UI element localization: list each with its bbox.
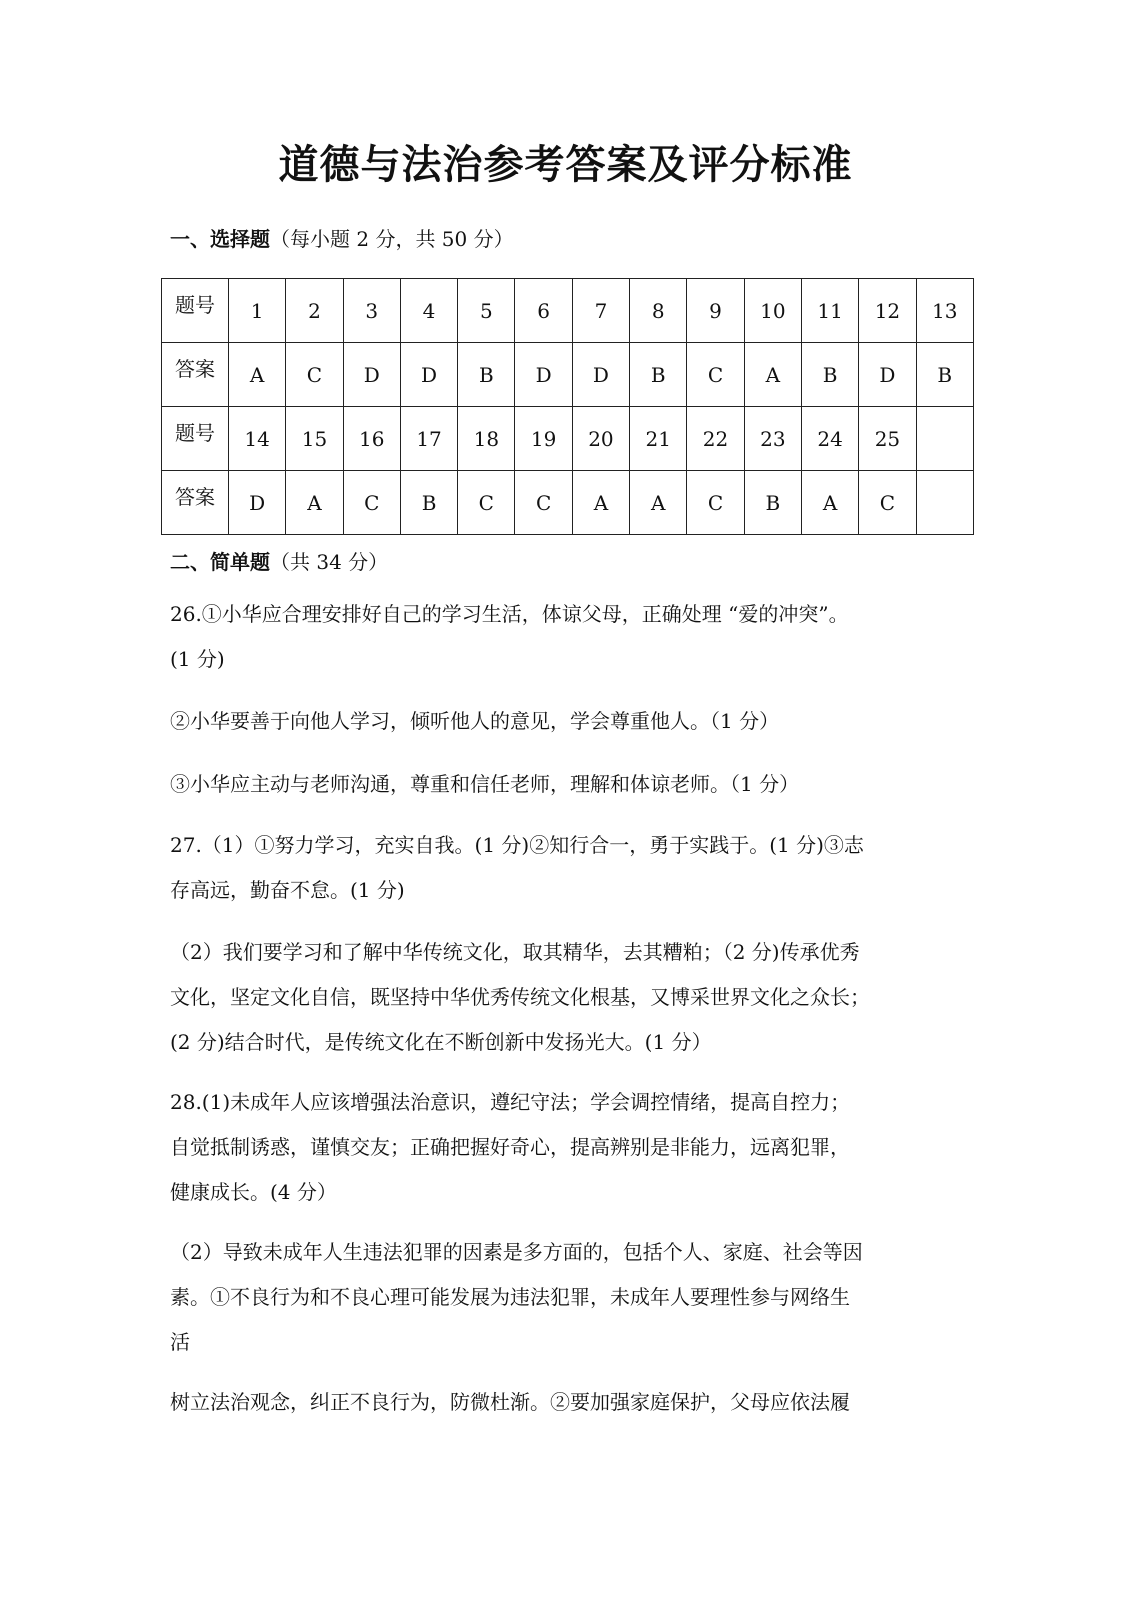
section-heading-short-answer bbox=[170, 547, 388, 577]
table-cell: 6 bbox=[515, 279, 572, 343]
paragraph-line: (2 分)结合时代，是传统文化在不断创新中发扬光大。(1 分） bbox=[170, 1030, 712, 1054]
page-title: 道德与法治参考答案及评分标准 bbox=[278, 141, 853, 188]
table-cell: C bbox=[458, 471, 515, 535]
table-cell: 7 bbox=[572, 279, 629, 343]
table-cell: C bbox=[687, 343, 744, 407]
paragraph-line: 活 bbox=[170, 1330, 190, 1354]
section-note: （每小题 2 分，共 50 分） bbox=[270, 227, 514, 251]
table-cell: 5 bbox=[458, 279, 515, 343]
table-cell: 14 bbox=[229, 407, 286, 471]
table-cell: 9 bbox=[687, 279, 744, 343]
table-cell: C bbox=[286, 343, 343, 407]
table-row bbox=[162, 343, 974, 407]
table-cell: 17 bbox=[400, 407, 457, 471]
table-cell: B bbox=[801, 343, 858, 407]
section-label: 二、简单题 bbox=[170, 550, 270, 574]
table-cell bbox=[916, 471, 973, 535]
table-cell: B bbox=[630, 343, 687, 407]
paragraph-line: 26.①小华应合理安排好自己的学习生活，体谅父母，正确处理 “爱的冲突”。 bbox=[170, 602, 849, 626]
table-cell: C bbox=[515, 471, 572, 535]
paragraph-line: （2）导致未成年人生违法犯罪的因素是多方面的，包括个人、家庭、社会等因 bbox=[170, 1240, 863, 1264]
table-cell: 8 bbox=[630, 279, 687, 343]
answer-paragraph bbox=[170, 1380, 970, 1425]
paragraph-line: (1 分) bbox=[170, 647, 225, 671]
answer-paragraph bbox=[170, 762, 970, 807]
answer-paragraph bbox=[170, 823, 970, 913]
paragraph-line: 28.(1)未成年人应该增强法治意识，遵纪守法；学会调控情绪，提高自控力； bbox=[170, 1090, 851, 1114]
row-header: 题号 bbox=[162, 279, 229, 343]
table-cell: 25 bbox=[859, 407, 916, 471]
table-cell: D bbox=[515, 343, 572, 407]
row-header: 题号 bbox=[162, 407, 229, 471]
table-cell: C bbox=[687, 471, 744, 535]
table-cell: 3 bbox=[343, 279, 400, 343]
table-cell: D bbox=[400, 343, 457, 407]
table-cell: 13 bbox=[916, 279, 973, 343]
paragraph-line: ③小华应主动与老师沟通，尊重和信任老师，理解和体谅老师。（1 分） bbox=[170, 772, 800, 796]
table-cell: D bbox=[859, 343, 916, 407]
answer-paragraph bbox=[170, 1080, 970, 1215]
table-cell: 18 bbox=[458, 407, 515, 471]
table-cell: A bbox=[744, 343, 801, 407]
table-cell: A bbox=[229, 343, 286, 407]
table-cell: 23 bbox=[744, 407, 801, 471]
paragraph-line: 素。①不良行为和不良心理可能发展为违法犯罪，未成年人要理性参与网络生 bbox=[170, 1285, 850, 1309]
table-cell: B bbox=[916, 343, 973, 407]
table-cell: 10 bbox=[744, 279, 801, 343]
table-cell: 11 bbox=[801, 279, 858, 343]
table-cell: A bbox=[801, 471, 858, 535]
row-header: 答案 bbox=[162, 343, 229, 407]
table-cell: 16 bbox=[343, 407, 400, 471]
paragraph-line: 健康成长。(4 分） bbox=[170, 1180, 337, 1204]
paragraph-line: 树立法治观念，纠正不良行为，防微杜渐。②要加强家庭保护，父母应依法履 bbox=[170, 1390, 850, 1414]
paragraph-line: （2）我们要学习和了解中华传统文化，取其精华，去其糟粕；（2 分)传承优秀 bbox=[170, 940, 860, 964]
table-row bbox=[162, 279, 974, 343]
paragraph-line: 自觉抵制诱惑，谨慎交友；正确把握好奇心，提高辨别是非能力，远离犯罪， bbox=[170, 1135, 850, 1159]
table-cell: B bbox=[744, 471, 801, 535]
answer-paragraph bbox=[170, 1230, 970, 1365]
table-cell: 2 bbox=[286, 279, 343, 343]
table-cell: A bbox=[286, 471, 343, 535]
answer-table bbox=[161, 278, 974, 535]
table-cell: C bbox=[343, 471, 400, 535]
table-row bbox=[162, 407, 974, 471]
table-cell: C bbox=[859, 471, 916, 535]
table-cell: 19 bbox=[515, 407, 572, 471]
table-cell: A bbox=[630, 471, 687, 535]
row-header: 答案 bbox=[162, 471, 229, 535]
table-cell: 22 bbox=[687, 407, 744, 471]
table-cell: D bbox=[343, 343, 400, 407]
table-cell: 24 bbox=[801, 407, 858, 471]
table-cell: 20 bbox=[572, 407, 629, 471]
paragraph-line: ②小华要善于向他人学习，倾听他人的意见，学会尊重他人。（1 分） bbox=[170, 709, 780, 733]
table-cell bbox=[916, 407, 973, 471]
answer-paragraph bbox=[170, 592, 970, 682]
paragraph-line: 27.（1）①努力学习，充实自我。(1 分)②知行合一，勇于实践于。(1 分)③志 bbox=[170, 833, 864, 857]
table-cell: 12 bbox=[859, 279, 916, 343]
table-cell: B bbox=[458, 343, 515, 407]
table-cell: 4 bbox=[400, 279, 457, 343]
table-cell: 15 bbox=[286, 407, 343, 471]
answer-paragraph bbox=[170, 930, 970, 1065]
section-note: （共 34 分） bbox=[270, 550, 389, 574]
section-heading-choice bbox=[170, 224, 514, 254]
table-cell: 21 bbox=[630, 407, 687, 471]
table-cell: A bbox=[572, 471, 629, 535]
table-cell: D bbox=[229, 471, 286, 535]
paragraph-line: 文化，坚定文化自信，既坚持中华优秀传统文化根基，又博采世界文化之众长； bbox=[170, 985, 870, 1009]
table-cell: D bbox=[572, 343, 629, 407]
answer-paragraph bbox=[170, 699, 970, 744]
table-cell: B bbox=[400, 471, 457, 535]
table-row bbox=[162, 471, 974, 535]
table-cell: 1 bbox=[229, 279, 286, 343]
paragraph-line: 存高远，勤奋不怠。(1 分) bbox=[170, 878, 405, 902]
section-label: 一、选择题 bbox=[170, 227, 270, 251]
